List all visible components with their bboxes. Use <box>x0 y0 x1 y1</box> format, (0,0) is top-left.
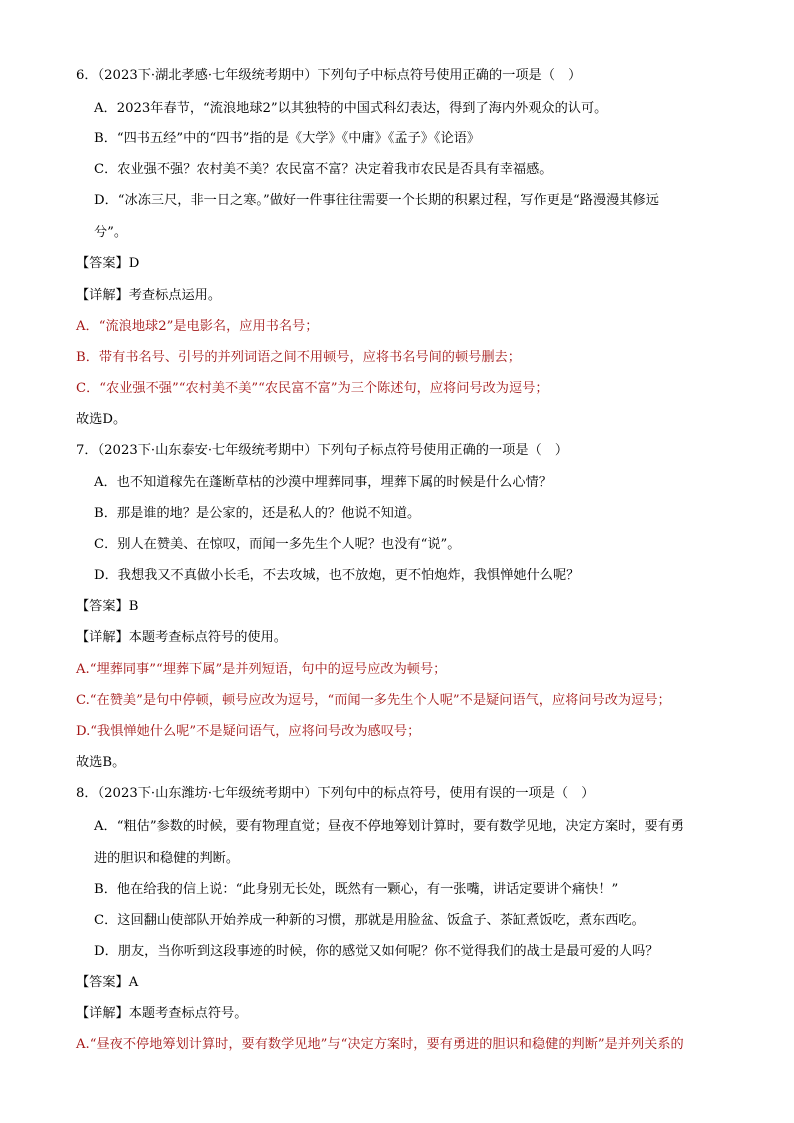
question-7-option-a: A．也不知道稼先在蓬断草枯的沙漠中埋葬同事，埋葬下属的时候是什么心情？ <box>94 475 552 490</box>
question-6-answer: 【答案】D <box>76 256 140 271</box>
question-7-option-d: D．我想我又不真做小长毛，不去攻城，也不放炮，更不怕炮炸，我惧惮她什么呢？ <box>94 568 580 583</box>
question-8-stem: 8．（2023下·山东潍坊·七年级统考期中）下列句中的标点符号，使用有误的一项是（ ） <box>76 786 595 801</box>
question-8-option-c: C．这回翻山使部队开始养成一种新的习惯，那就是用脸盆、饭盒子、茶缸煮饭吃，煮东西吃。 <box>94 913 645 928</box>
question-7-explanation-a: A.“埋葬同事”“埋葬下属”是并列短语，句中的逗号应改为顿号； <box>76 662 447 677</box>
question-8-answer: 【答案】A <box>76 975 139 990</box>
question-8-explanation-a: A.“昼夜不停地筹划计算时，要有数学见地”与“决定方案时，要有勇进的胆识和稳健的判断”是并列关系的 <box>76 1037 684 1052</box>
question-6-option-c: C．农业强不强？农村美不美？农民富不富？决定着我市农民是否具有幸福感。 <box>94 162 553 177</box>
question-6-option-d: D．“冰冻三尺，非一日之寒。”做好一件事往往需要一个长期的积累过程，写作更是“路漫漫其修远 <box>94 193 659 208</box>
question-7-explanation-c: C.“在赞美”是句中停顿，顿号应改为逗号，“而闻一多先生个人呢”不是疑问语气，应将问号改为逗号； <box>76 693 671 708</box>
question-6-detail: 【详解】考查标点运用。 <box>76 288 222 303</box>
question-7-answer: 【答案】B <box>76 599 139 614</box>
question-7-explanation-d: D.“我惧惮她什么呢”不是疑问语气，应将问号改为感叹号； <box>76 724 421 739</box>
question-6-explanation-a: A．“流浪地球2”是电影名，应用书名号； <box>76 319 319 334</box>
question-8-option-a: A．“粗估”参数的时候，要有物理直觉；昼夜不停地筹划计算时，要有数学见地，决定方案时，要有勇 <box>94 819 685 834</box>
question-7-option-b: B．那是谁的地？是公家的，还是私人的？他说不知道。 <box>94 506 421 521</box>
question-6-option-a: A．2023年春节，“流浪地球2”以其独特的中国式科幻表达，得到了海内外观众的认可。 <box>94 101 608 116</box>
question-8-option-b: B．他在给我的信上说：“此身别无长处，既然有一颗心，有一张嘴，讲话定要讲个痛快！” <box>94 882 619 897</box>
question-6-explanation-c: C．“农业强不强”“农村美不美”“农民富不富”为三个陈述句，应将问号改为逗号； <box>76 381 549 396</box>
question-7-option-c: C．别人在赞美、在惊叹，而闻一多先生个人呢？也没有“说”。 <box>94 537 461 552</box>
question-7-choose: 故选B。 <box>76 755 126 770</box>
question-8-option-a-cont: 进的胆识和稳健的判断。 <box>94 851 240 866</box>
question-6-option-d-cont: 兮”。 <box>94 225 128 240</box>
question-7-stem: 7．（2023下·山东泰安·七年级统考期中）下列句子标点符号使用正确的一项是（ ） <box>76 443 569 458</box>
question-7-detail: 【详解】本题考查标点符号的使用。 <box>76 630 287 645</box>
question-6-option-b: B．“四书五经”中的“四书”指的是《大学》《中庸》《孟子》《论语》 <box>94 131 481 146</box>
question-6-stem: 6．（2023下·湖北孝感·七年级统考期中）下列句子中标点符号使用正确的一项是（ ） <box>76 68 582 83</box>
question-8-option-d: D．朋友，当你听到这段事迹的时候，你的感觉又如何呢？你不觉得我们的战士是最可爱的人吗？ <box>94 944 659 959</box>
question-8-detail: 【详解】本题考查标点符号。 <box>76 1006 248 1021</box>
question-6-explanation-b: B．带有书名号、引号的并列词语之间不用顿号，应将书名号间的顿号删去； <box>76 350 521 365</box>
question-6-choose: 故选D。 <box>76 412 127 427</box>
